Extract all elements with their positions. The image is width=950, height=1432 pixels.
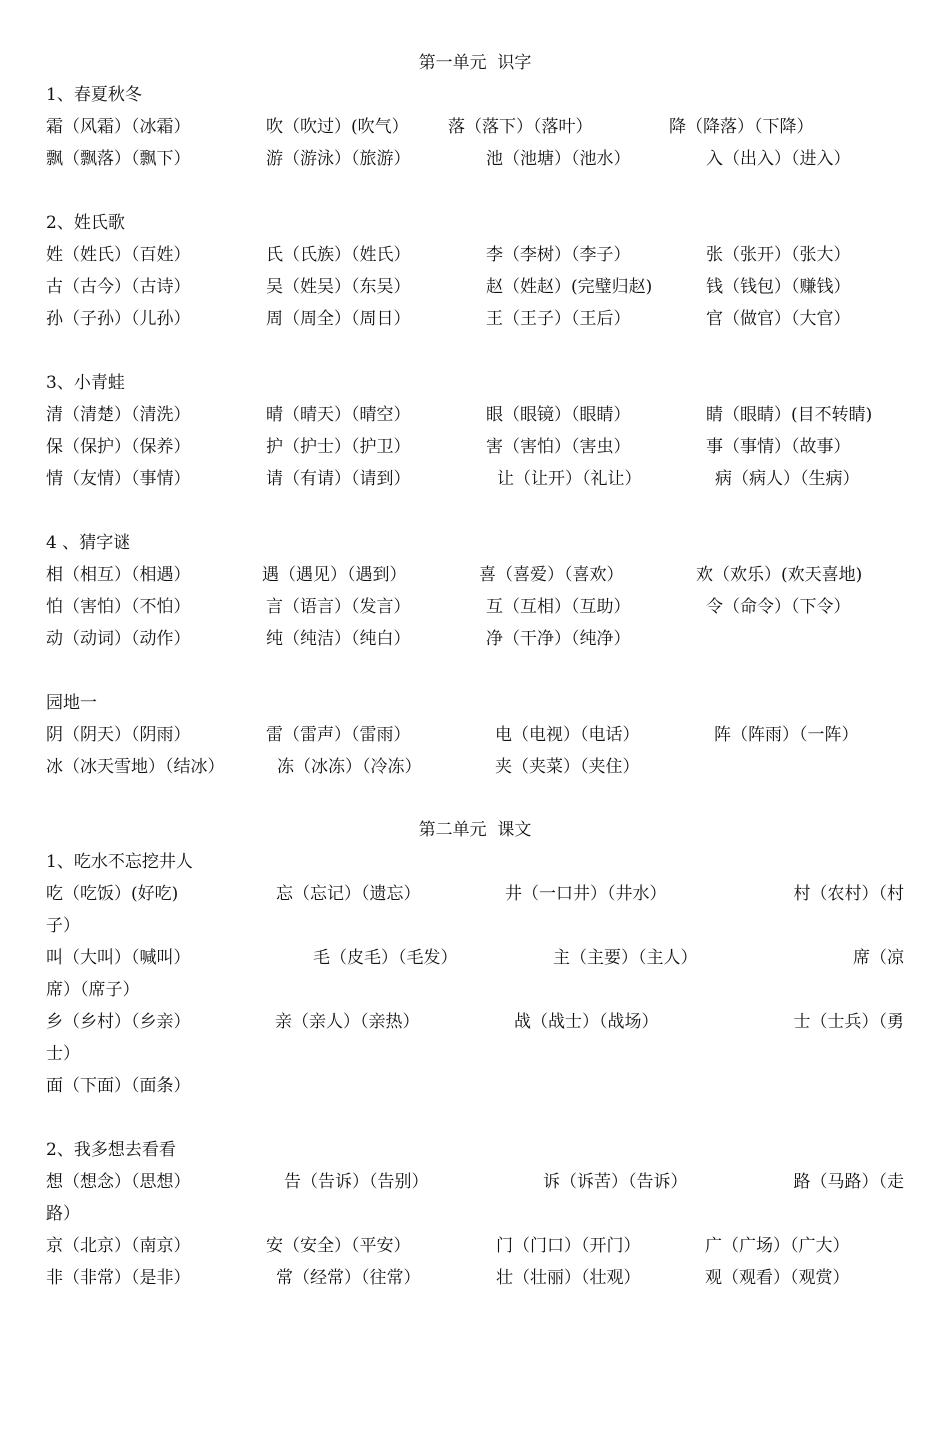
word-entry: 净（干净）（纯净）: [486, 629, 631, 649]
word-entry: 护（护士）（护卫）: [266, 437, 411, 457]
word-row: [46, 593, 926, 621]
word-entry: 诉（诉苦）（告诉）: [543, 1172, 688, 1192]
word-entry: 清（清楚）（清洗）: [46, 405, 191, 425]
word-entry: 钱（钱包）（赚钱）: [706, 277, 851, 297]
word-entry: 入（出入）（进入）: [706, 149, 851, 169]
word-row: [46, 1008, 904, 1036]
word-entry: 降（降落）（下降）: [669, 117, 814, 137]
word-entry: 非（非常）（是非）: [46, 1268, 191, 1288]
word-entry: 忘（忘记）（遗忘）: [276, 884, 421, 904]
word-entry: 士（士兵）（勇: [793, 1012, 904, 1032]
word-entry: 告（告诉）（告别）: [284, 1172, 429, 1192]
word-entry: 害（害怕）（害虫）: [486, 437, 631, 457]
word-entry: 亲（亲人）（亲热）: [275, 1012, 420, 1032]
word-row: [46, 625, 926, 653]
word-entry: 吃（吃饭）(好吃): [46, 884, 179, 904]
word-entry: 睛（眼睛）(目不转睛): [706, 405, 873, 425]
word-entry: 常（经常）（往常）: [276, 1268, 421, 1288]
word-entry: 想（想念）（思想）: [46, 1172, 191, 1192]
wrapped-text: 席）（席子）: [46, 980, 140, 1000]
unit2-title: 第二单元 课文: [418, 820, 532, 840]
word-entry: 动（动词）（动作）: [46, 629, 191, 649]
word-entry: 孙（子孙）（儿孙）: [46, 309, 191, 329]
word-row: [46, 113, 926, 141]
word-entry: 纯（纯洁）（纯白）: [266, 629, 411, 649]
word-entry: 遇（遇见）（遇到）: [262, 565, 407, 585]
word-entry: 村（农村）（村: [793, 884, 904, 904]
word-entry: 古（古今）（古诗）: [46, 277, 191, 297]
wrapped-text: 路）: [46, 1204, 80, 1224]
word-row: [46, 753, 926, 781]
word-entry: 氏（氏族）（姓氏）: [266, 245, 411, 265]
word-entry: 主（主要）（主人）: [553, 948, 698, 968]
word-row: [46, 1168, 904, 1196]
word-entry: 李（李树）（李子）: [486, 245, 631, 265]
unit1-s2-heading: 2、姓氏歌: [46, 213, 125, 233]
unit1-s3-heading: 3、小青蛙: [46, 373, 125, 393]
word-entry: 相（相互）（相遇）: [46, 565, 191, 585]
word-entry: 互（互相）（互助）: [486, 597, 631, 617]
word-entry: 病（病人）（生病）: [715, 469, 860, 489]
word-entry: 池（池塘）（池水）: [486, 149, 631, 169]
word-entry: 官（做官）（大官）: [706, 309, 851, 329]
word-row: [46, 1232, 926, 1260]
word-row: [46, 433, 926, 461]
word-row: [46, 273, 926, 301]
word-entry: 冻（冰冻）（冷冻）: [277, 757, 422, 777]
word-entry: 门（门口）（开门）: [496, 1236, 641, 1256]
word-entry: 京（北京）（南京）: [46, 1236, 191, 1256]
wrapped-text: 士）: [46, 1044, 80, 1064]
word-row: [46, 561, 926, 589]
word-entry: 事（事情）（故事）: [706, 437, 851, 457]
word-entry: 喜（喜爱）（喜欢）: [479, 565, 624, 585]
word-entry: 广（广场）（广大）: [705, 1236, 850, 1256]
word-entry: 晴（晴天）（晴空）: [266, 405, 411, 425]
word-entry: 情（友情）（事情）: [46, 469, 191, 489]
word-row: [46, 401, 926, 429]
unit1-s4-heading: 4 、猜字谜: [46, 533, 131, 553]
unit2-s2-heading: 2、我多想去看看: [46, 1140, 176, 1160]
word-row: [46, 721, 926, 749]
word-row: [46, 241, 926, 269]
word-entry: 阵（阵雨）（一阵）: [714, 725, 859, 745]
word-entry: 吴（姓吴）（东吴）: [266, 277, 411, 297]
word-entry: 乡（乡村）（乡亲）: [46, 1012, 191, 1032]
word-entry: 吹（吹过）(吹气）: [266, 117, 409, 137]
word-entry: 安（安全）（平安）: [266, 1236, 411, 1256]
word-row: [46, 1264, 926, 1292]
word-entry: 王（王子）（王后）: [486, 309, 631, 329]
word-entry: 壮（壮丽）（壮观）: [496, 1268, 641, 1288]
word-entry: 欢（欢乐）(欢天喜地): [696, 565, 863, 585]
word-entry: 赵（姓赵）(完璧归赵): [486, 277, 653, 297]
word-entry: 飘（飘落）（飘下）: [46, 149, 191, 169]
word-entry: 落（落下）（落叶）: [448, 117, 593, 137]
word-entry: 叫（大叫）（喊叫）: [46, 948, 191, 968]
word-entry: 周（周全）（周日）: [266, 309, 411, 329]
word-entry: 冰（冰天雪地）（结冰）: [46, 757, 225, 777]
wrapped-text: 子）: [46, 916, 80, 936]
word-entry: 怕（害怕）（不怕）: [46, 597, 191, 617]
word-row: [46, 944, 904, 972]
word-entry: 保（保护）（保养）: [46, 437, 191, 457]
word-row: [46, 145, 926, 173]
word-entry: 井（一口井）（井水）: [505, 884, 667, 904]
word-entry: 观（观看）（观赏）: [705, 1268, 850, 1288]
word-row: [46, 465, 926, 493]
unit2-s1-heading: 1、吃水不忘挖井人: [46, 852, 193, 872]
word-entry: 夹（夹菜）（夹住）: [495, 757, 640, 777]
unit1-s5-heading: 园地一: [46, 693, 97, 713]
word-entry: 雷（雷声）（雷雨）: [266, 725, 411, 745]
word-entry: 姓（姓氏）（百姓）: [46, 245, 191, 265]
unit1-s1-heading: 1、春夏秋冬: [46, 85, 142, 105]
word-entry: 霜（风霜）（冰霜）: [46, 117, 191, 137]
word-entry: 张（张开）（张大）: [706, 245, 851, 265]
word-entry: 面（下面）（面条）: [46, 1076, 191, 1096]
word-entry: 眼（眼镜）（眼睛）: [486, 405, 631, 425]
word-entry: 让（让开）（礼让）: [497, 469, 642, 489]
word-row: [46, 880, 904, 908]
word-entry: 令（命令）（下令）: [706, 597, 851, 617]
word-entry: 言（语言）（发言）: [266, 597, 411, 617]
word-entry: 阴（阴天）（阴雨）: [46, 725, 191, 745]
word-entry: 路（马路）（走: [793, 1172, 904, 1192]
word-entry: 请（有请）（请到）: [266, 469, 411, 489]
word-entry: 电（电视）（电话）: [495, 725, 640, 745]
word-entry: 战（战士）（战场）: [514, 1012, 659, 1032]
unit1-title: 第一单元 识字: [418, 53, 532, 73]
word-entry: 游（游泳）（旅游）: [266, 149, 411, 169]
word-entry: 毛（皮毛）（毛发）: [313, 948, 458, 968]
word-row: [46, 305, 926, 333]
word-entry: 席（凉: [853, 948, 904, 968]
